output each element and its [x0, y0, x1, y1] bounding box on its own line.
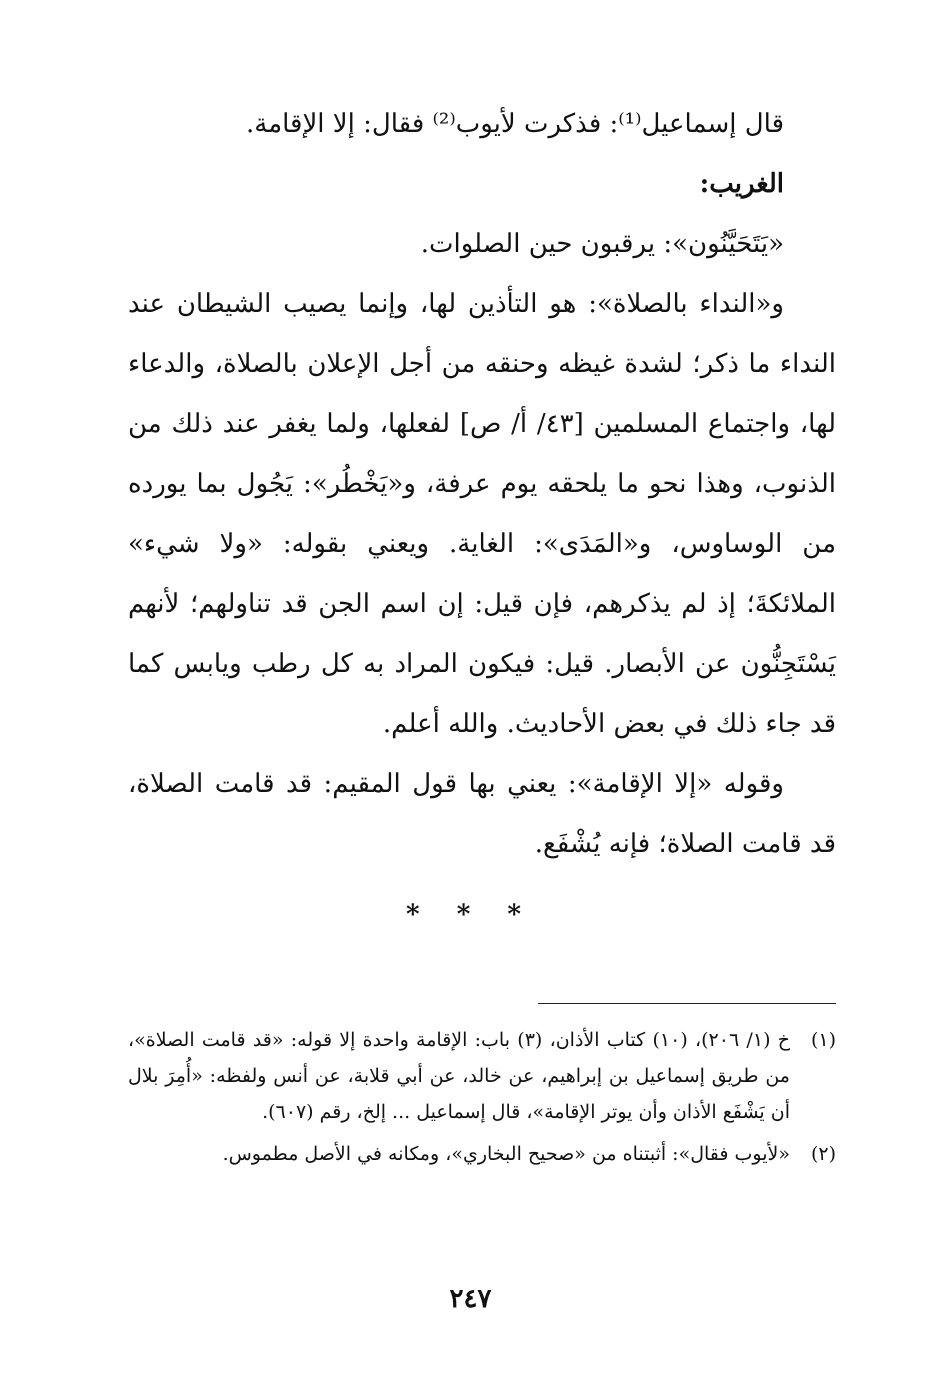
- footnote-text: خ (١/ ٢٠٦)، (١٠) كتاب الأذان، (٣) باب: الإقامة واحدة إلا قوله: «قد قامت الصلاة»، من طريق إسماعيل بن إبراهيم، عن خالد، عن أبي قلابة، عن أنس ولفظه: «أُمِرَ بلال أن يَشْفَع الأذان وأن يوتر الإقامة»، قال إسماعيل ... إلخ، رقم (٦٠٧).: [128, 1029, 790, 1123]
- paragraph-nida-explanation: و«النداء بالصلاة»: هو التأذين لها، وإنما يصيب الشيطان عند النداء ما ذكر؛ لشدة غيظه وحنقه من أجل الإعلان بالصلاة، والدعاء لها، واجتماع المسلمين [٤٣/ أ/ ص] لفعلها، ولما يغفر عند ذلك من الذنوب، وهذا نحو ما يلحقه يوم عرفة، و«يَخْطُر»: يَجُول بما يورده من الوساوس، و«المَدَى»: الغاية. ويعني بقوله: «ولا شيء» الملائكةَ؛ إذ لم يذكرهم، فإن قيل: إن اسم الجن قد تناولهم؛ لأنهم يَسْتَجِنُّون عن الأبصار. قيل: فيكون المراد به كل رطب ويابس كما قد جاء ذلك في بعض الأحاديث. والله أعلم.: [128, 289, 837, 739]
- paragraph-ismail-quote: قال إسماعيل⁽¹⁾: فذكرت لأيوب⁽²⁾ فقال: إلا الإقامة.: [245, 109, 784, 139]
- footnotes: [128, 1022, 836, 1178]
- footnote-2: [128, 1136, 836, 1172]
- page-number: ٢٤٧: [449, 1284, 492, 1314]
- section-heading-gharib: الغريب:: [699, 169, 784, 199]
- paragraph-yatahayyanun: «يَتَحَيَّنُون»: يرقبون حين الصلوات.: [420, 229, 784, 259]
- footnote-1: [128, 1022, 836, 1130]
- footnote-number: (١): [810, 1029, 836, 1051]
- footnote-divider: [538, 1003, 836, 1004]
- section-separator: * * *: [406, 900, 535, 930]
- footnote-number: (٢): [810, 1143, 836, 1165]
- paragraph-iqama-explanation: وقوله «إلا الإقامة»: يعني بها قول المقيم: قد قامت الصلاة، قد قامت الصلاة؛ فإنه يُشْفَع.: [128, 769, 836, 859]
- main-text: [128, 94, 836, 874]
- footnote-text: «لأيوب فقال»: أثبتناه من «صحيح البخاري»، ومكانه في الأصل مطموس.: [222, 1143, 790, 1165]
